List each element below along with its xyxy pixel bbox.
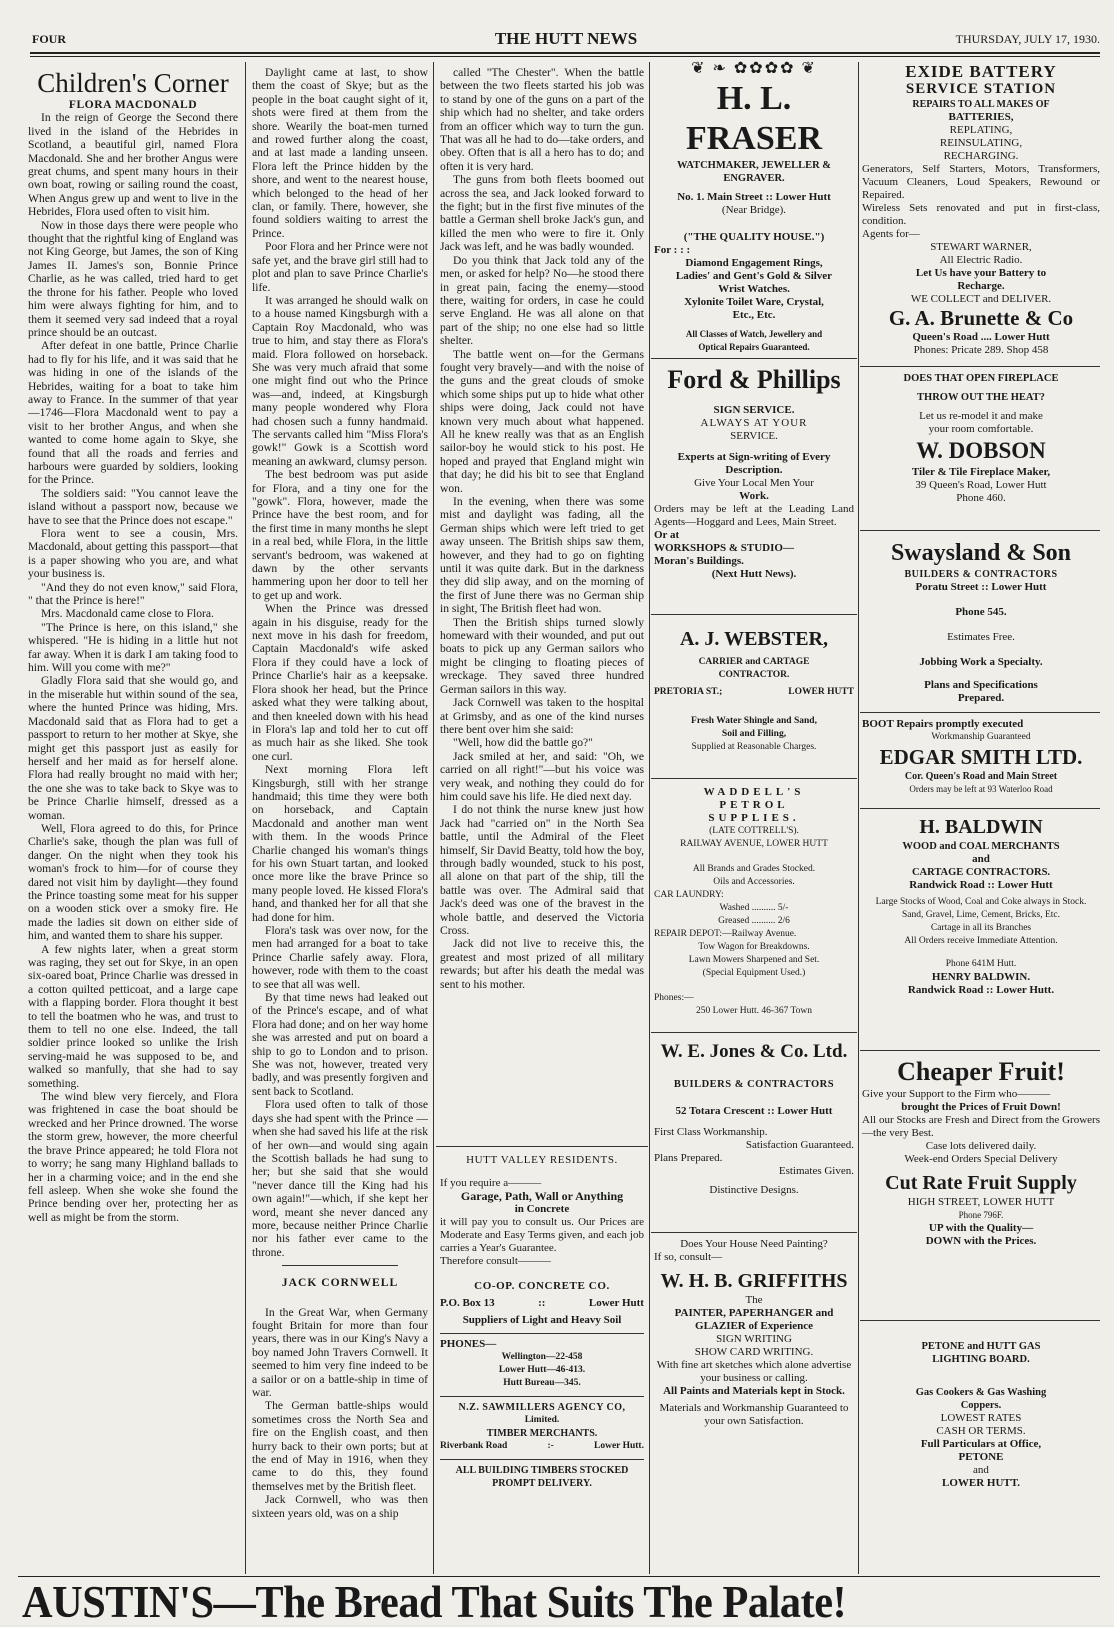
ad-rule: [860, 808, 1100, 809]
ad-text: PRETORIA ST.;: [654, 687, 723, 697]
ad-text: SHOW CARD WRITING.: [694, 1346, 814, 1358]
ad-text: Estimates Given.: [778, 1165, 854, 1177]
ad-text: Etc., Etc.: [732, 309, 776, 321]
ad-text: Let Us have your Battery to: [915, 267, 1047, 279]
article-body: [28, 111, 238, 1224]
paragraph: The guns from both fleets boomed out across the sea, and Jack looked forward to the fight; but in the first five minutes of the battle a German shell broke Jack's gun, and killed the men who were to fire it. Only Jack was left, and he was badly wounded.: [440, 173, 644, 254]
ad-price-line: Washed .......... 5/-: [719, 903, 789, 913]
ad-text: (Next Hutt News).: [711, 568, 797, 580]
ad-company-name: Cut Rate Fruit Supply: [885, 1172, 1077, 1194]
ad-text: Riverbank Road: [440, 1441, 508, 1451]
page-header: [32, 29, 1100, 50]
paragraph: It was arranged he should walk on to a house named Kingsburgh with a Captain Roy Macdonald, who was true to him, and stay there as Flora's maid. Flora followed on horseback. She was very much afraid that some one might find out who the Prince was—and, indeed, at Kingsburgh many people wondered why Flora had chosen such a funny handmaid. The servants called him "Miss Flora's gowk!" Gowk is a Scottish word meaning an awkward, clumsy person.: [252, 293, 428, 468]
ad-address: Randwick Road :: Lower Hutt.: [907, 984, 1055, 996]
ad-text: With fine art sketches which alone advertise your business or calling.: [656, 1359, 852, 1384]
ad-text: WE COLLECT and DELIVER.: [910, 293, 1052, 305]
ad-text: Full Particulars at Office,: [920, 1438, 1042, 1450]
paragraph: Gladly Flora said that she would go, and in the miserable hut within sound of the sea, where the hunted Prince was hiding, Mrs. Macdonald said that as Flora had to get a passport to return to her mother at Skye, she might get this passport just as easily for herself and her maid as for herself alone. Flora had really brought no maid with her; the one she was to take back to Skye was to be Prince Charlie himself, dressed as a woman.: [28, 674, 238, 822]
ad-text: ("THE QUALITY HOUSE."): [683, 231, 825, 243]
ad-text: Workmanship Guaranteed: [931, 732, 1031, 742]
paragraph: In the reign of George the Second there lived in the island of the Hebrides in Scotland, a beautiful girl, named Flora Macdonald. She and her brother Angus were great chums, and spent many hours in their own boat, rowing or sailing round the coast, When Angus grew up and went to live in the Hebrides, Flora used often to visit him.: [28, 111, 238, 219]
ad-text: WORKSHOPS & STUDIO—: [654, 542, 794, 554]
ad-text: Description.: [725, 464, 783, 476]
ad-text: UP with the Quality—: [928, 1222, 1034, 1234]
ornament-icon: ❦ ❧ ✿✿✿✿ ❦: [691, 60, 817, 77]
ad-address: Poratu Street :: Lower Hutt: [915, 581, 1047, 593]
ad-text: Let us re-model it and make: [919, 410, 1043, 422]
ad-text: Recharge.: [957, 280, 1005, 292]
paragraph: The soldiers said: "You cannot leave the island without a passport now, because we have to see that the Prince does not escape.": [28, 486, 238, 527]
ad-text: :-: [547, 1441, 554, 1451]
paragraph: Well, Flora agreed to do this, for Prince Charlie's sake, though the plan was full of danger. On the night when they took his woman's frock to him—for of course they dared not visit him by daylight—they found the Prince toasting some meat for his supper on a wooden stick over a smoky fire. He made the ladies sit down on either side of him, and wanted them to share his supper.: [28, 821, 238, 943]
ad-text: Case lots delivered daily.: [925, 1140, 1037, 1152]
ad-price-line: Greased .......... 2/6: [718, 916, 790, 926]
ad-po-box-row: P.O. Box 13 :: Lower Hutt: [440, 1297, 644, 1309]
ad-company-name: Ford & Phillips: [667, 365, 841, 394]
ad-text: LOWER HUTT: [788, 687, 854, 697]
ad-text: (Special Equipment Used.): [702, 968, 806, 978]
paragraph: Do you think that Jack told any of the men, or asked for help? No—he stood there in great pain, facing the enemy—stood there, waiting for orders, in case he could serve England. He was all alone on that part of the ship; no one else had so little shelter.: [440, 253, 644, 348]
paragraph: I do not think the nurse knew just how Jack had "carried on" in the North Sea battle, until the Admiral of the Fleet himself, Sir David Beatty, told how the boy, through badly wounded, stuck to his post, all alone on that part of the ship, till the battle was over. The Admiral said that Jack's deed was one of the bravest in the whole battle, and deserved the Victoria Cross.: [440, 803, 644, 937]
ad-text: HENRY BALDWIN.: [931, 971, 1031, 983]
ad-cheaper-fruit: [862, 1056, 1100, 1314]
ad-text: All Electric Radio.: [939, 254, 1023, 266]
ad-text: Jobbing Work a Specialty.: [919, 656, 1043, 668]
ad-petone-hutt-gas: [862, 1326, 1100, 1574]
ad-address: Queen's Road .... Lower Hutt: [912, 331, 1050, 343]
paragraph: "Well, how did the battle go?": [453, 736, 593, 750]
ad-company-name: WADDELL'S: [703, 786, 805, 798]
ad-edgar-smith: [862, 718, 1100, 806]
ad-company-name: H. L. FRASER: [685, 80, 823, 157]
column-divider: [433, 62, 434, 1574]
paragraph: The best bedroom was put aside for Flora, and a tiny one for the "gowk". Flora, however, made the Prince have the best room, and for the first time in many months he slept in a real bed, while Flora, in the little servant's bedroom, was wakened at dawn by the other servants hammering upon her door to tell her to get up and work.: [252, 468, 428, 602]
ad-company-name: LIGHTING BOARD.: [932, 1354, 1030, 1365]
ad-text: Optical Repairs Guaranteed.: [698, 342, 810, 352]
ad-text: CASH OR TERMS.: [936, 1425, 1026, 1437]
ad-address-row: [440, 1440, 644, 1453]
ad-company-name: EDGAR SMITH LTD.: [879, 745, 1083, 769]
ad-ford-phillips: [654, 364, 854, 612]
ad-text: Give Your Local Men Your: [694, 477, 814, 489]
ad-text: (Near Bridge).: [721, 204, 787, 216]
ad-text: Agents for—: [862, 228, 920, 240]
ad-company-name: W. E. Jones & Co. Ltd.: [660, 1041, 848, 1062]
ad-text: Suppliers of Light and Heavy Soil: [462, 1314, 622, 1326]
ad-text: CAR LAUNDRY:: [654, 890, 724, 900]
ad-co-op-concrete: [440, 1154, 644, 1574]
ad-rule: [651, 1232, 857, 1233]
article-title: FLORA MACDONALD: [68, 98, 198, 111]
paragraph: Jack Cornwell was taken to the hospital at Grimsby, and as one of the kind nurses there bent over him she said:: [440, 696, 644, 736]
masthead: THE HUTT NEWS: [494, 29, 638, 48]
ad-text: Hutt Bureau—345.: [503, 1378, 581, 1388]
ad-text: Work.: [739, 490, 769, 502]
ad-company-name: CO-OP. CONCRETE CO.: [474, 1280, 610, 1292]
ad-text: WOOD and COAL MERCHANTS: [902, 841, 1060, 852]
ad-text: Plans and Specifications: [924, 679, 1038, 691]
issue-date: THURSDAY, JULY 17, 1930.: [955, 32, 1100, 46]
ad-text: Therefore consult———: [440, 1255, 551, 1267]
ad-text: Phone 641M Hutt.: [945, 959, 1017, 969]
ad-text: Week-end Orders Special Delivery: [904, 1153, 1058, 1165]
ad-address: RAILWAY AVENUE, LOWER HUTT: [680, 839, 828, 849]
ad-address: Cor. Queen's Road and Main Street: [904, 771, 1058, 782]
ad-text: CARTAGE CONTRACTORS.: [911, 867, 1051, 878]
article-title-2: JACK CORNWELL: [281, 1276, 399, 1290]
paragraph: In the evening, when there was some mist and daylight was fading, all the German ships which were left tried to get away unseen. The British ships saw them, however, and they had to go on fighting until it was quite dark. But in the darkness they did slip away, and on the morning of the first of June there was no German ship in sight, The British fleet had won.: [440, 495, 644, 616]
ad-text: Coppers.: [960, 1400, 1002, 1411]
ad-text: and: [973, 1464, 989, 1476]
ad-text: Garage, Path, Wall or Anything: [460, 1189, 624, 1203]
ad-company-name: H. BALDWIN: [919, 816, 1043, 838]
ad-h-baldwin: [862, 814, 1100, 1044]
paragraph: The German battle-ships would sometimes cross the North Sea and fire on the English coast, and then hurry back to their own ports; but at the end of May in 1916, when they came to do this, they found themselves met by the British fleet.: [252, 1399, 428, 1493]
ad-text: Lower Hutt—46-413.: [498, 1365, 586, 1375]
ad-text: Sand, Gravel, Lime, Cement, Bricks, Etc.: [901, 910, 1061, 920]
ad-text: Wellington—22-458: [501, 1352, 583, 1362]
ad-headline: BOOT Repairs promptly executed: [862, 718, 1024, 730]
ad-headline: Does Your House Need Painting?: [680, 1238, 828, 1250]
ad-text: Supplied at Reasonable Charges.: [691, 742, 817, 752]
ad-text: Generators, Self Starters, Motors, Transformers, Vacuum Cleaners, Loud Speakers, Rewound or Repaired.: [862, 163, 1100, 201]
ad-text: Soil and Filling,: [721, 729, 787, 739]
ad-rule: [860, 712, 1100, 713]
article-column-1: [28, 66, 238, 1576]
section-kicker: Children's Corner: [37, 68, 229, 98]
ad-h-l-fraser: [654, 60, 854, 352]
ad-text: 250 Lower Hutt. 46-367 Town: [695, 1006, 813, 1016]
ad-headline: HUTT VALLEY RESIDENTS.: [466, 1154, 618, 1166]
ad-address: HIGH STREET, LOWER HUTT: [907, 1196, 1055, 1208]
ad-text: in Concrete: [514, 1203, 570, 1215]
ad-text: BUILDERS & CONTRACTORS: [673, 1079, 835, 1090]
austins-bread-banner: AUSTIN'S—The Bread That Suits The Palate!: [22, 1576, 847, 1627]
ad-text: All Brands and Grades Stocked.: [692, 864, 816, 874]
header-rule-thin: [30, 56, 1100, 57]
paragraph: When the Prince was dressed again in his disguise, ready for the next move in his dash for freedom, Captain Macdonald's wife asked Flora if they could have a lock of Prince Charlie's hair as a keepsake. Flora shook her head, but the Prince asked what they were talking about, and then kneeled down with his head in Flora's lap and told her to cut off as much hair as she liked. She took one curl.: [252, 602, 428, 763]
header-rule: [30, 52, 1100, 54]
ad-text: Satisfaction Guaranteed.: [745, 1139, 854, 1151]
ad-text: Cartage in all its Branches: [930, 923, 1032, 933]
ad-text: ALWAYS AT YOUR: [700, 417, 808, 429]
column-divider: [245, 62, 246, 1574]
ad-address: No. 1. Main Street :: Lower Hutt: [677, 191, 831, 203]
column-divider: [649, 62, 650, 1574]
paragraph: Then the British ships turned slowly homeward with their wounded, and put out boats to pick up any German sailors who might be clinging to floating pieces of wreckage. They saved three hundred German sailors in this way.: [440, 615, 644, 696]
ad-company-name: SERVICE STATION: [905, 81, 1057, 97]
ad-text: Phone 545.: [955, 606, 1007, 618]
ad-text: PHONES—: [440, 1338, 497, 1350]
ad-rule: [651, 614, 857, 615]
ad-company-name: W. DOBSON: [916, 438, 1046, 463]
ad-text: Xylonite Toilet Ware, Crystal,: [684, 296, 824, 308]
ad-text: SIGN SERVICE.: [713, 404, 795, 416]
paragraph: Jack smiled at her, and said: "Oh, we carried on all right!"—but his voice was very weak, and nothing they could do for him could save his life. He died next day.: [440, 749, 644, 803]
ad-company-name: A. J. WEBSTER,: [679, 628, 828, 650]
ad-text: Large Stocks of Wood, Coal and Coke always in Stock.: [875, 897, 1087, 907]
ad-a-j-webster: [654, 622, 854, 772]
ad-text: CONTRACTOR.: [718, 670, 790, 680]
ad-company-name: W. H. B. GRIFFITHS: [660, 1270, 848, 1292]
ad-w-h-b-griffiths: [654, 1238, 854, 1574]
ad-text: Diamond Engagement Rings,: [685, 257, 823, 269]
ad-rule: [860, 1050, 1100, 1051]
ad-text: your room comfortable.: [928, 423, 1034, 435]
paragraph: Daylight came at last, to show them the coast of Skye; but as the people in the boat caught sight of it, shots were fired at them from the shore. Wearily the boat-men turned and rowed further along the coast, and at last made a landing unseen. Flora left the Prince hidden by the shore, and went to the nearest house, which belonged to the head of her clan, or family. There, however, she found soldiers waiting to arrest the Prince.: [252, 66, 428, 240]
ad-w-e-jones: [654, 1040, 854, 1226]
ad-text: TIMBER MERCHANTS.: [486, 1428, 598, 1439]
paragraph: Flora went to see a cousin, Mrs. Macdonald, about getting this passport—that is a paper showing who you are, and what your business is.: [28, 527, 238, 581]
paragraph: Poor Flora and her Prince were not safe yet, and the brave girl still had to plot and plan to save Prince Charlie's life.: [252, 240, 428, 294]
ad-text: All Paints and Materials kept in Stock.: [663, 1385, 845, 1397]
ad-text: Prepared.: [957, 692, 1005, 704]
ad-company-name: EXIDE BATTERY: [905, 62, 1057, 81]
ad-text: PETONE: [958, 1451, 1004, 1463]
ad-text: and: [972, 853, 990, 865]
ad-swaysland-son: [862, 538, 1100, 706]
ad-text: DOWN with the Prices.: [925, 1235, 1037, 1247]
ad-text: All our Stocks are Fresh and Direct from the Growers—the very Best.: [862, 1114, 1100, 1139]
ad-company-name: G. A. Brunette & Co: [888, 306, 1074, 330]
article-column-3: [440, 66, 644, 1129]
ad-text: Orders may be left at 93 Waterloo Road: [909, 784, 1053, 794]
ad-text: All Classes of Watch, Jewellery and: [685, 329, 823, 339]
paragraph: Jack Cornwell, who was then sixteen years old, was on a ship: [252, 1493, 428, 1520]
paragraph: Flora used often to talk of those days she had spent with the Prince —when she had saved his life at the risk of her own—and would sing again the Scottish ballads he had sung to her; but she said that she would "never dance till the King had his own again!"—which, if she kept her word, meant she never danced any more, because neither Prince Charlie nor his father ever came to the throne.: [252, 1098, 428, 1259]
ad-text: Lawn Mowers Sharpened and Set.: [688, 955, 820, 965]
paragraph: Now in those days there were people who thought that the rightful king of England was not King George, but James, the son of King James II. James's son, Bonnie Prince Charlie, as he was called, tried hard to get the throne for his father. People who loved him were always fighting for him, and to them it seemed very sad indeed that a royal prince should be an outcast.: [28, 218, 238, 339]
ad-text: Tow Wagon for Breakdowns.: [698, 942, 810, 952]
ad-text: Phones: Pricate 289. Shop 458: [913, 344, 1049, 356]
ad-text: Wrist Watches.: [718, 283, 790, 295]
page-number: FOUR: [32, 32, 66, 46]
paragraph: In the Great War, when Germany fought Britain for more than four years, there was in our King's Navy a boy named John Travers Cornwell. It seemed to him very fine indeed to be a sailor or on a battle-ship in time of war.: [252, 1305, 428, 1399]
paragraph: After defeat in one battle, Prince Charlie had to fly for his life, and it was said that he was hiding in one of the islands of the Hebrides, waiting for a boat to take him away to France. In the summer of that year—1746—Flora Macdonald went to pay a visit to her brother Angus, and when she wanted to come home again to Skye, she found that all the roads and ferries and harbours were guarded by soldiers, looking for the Prince.: [28, 339, 238, 487]
ad-address-row: [654, 686, 854, 699]
ad-text: All Orders receive Immediate Attention.: [904, 936, 1058, 946]
ad-text: Estimates Free.: [947, 631, 1015, 643]
ad-rule: [860, 366, 1100, 367]
ad-text: Limited.: [524, 1415, 560, 1425]
ad-text: Experts at Sign-writing of Every: [677, 451, 831, 463]
ad-rule: [651, 358, 857, 359]
ad-text: PROMPT DELIVERY.: [492, 1478, 592, 1489]
ad-text: Ladies' and Gent's Gold & Silver: [675, 270, 833, 282]
paragraph: Mrs. Macdonald came close to Flora.: [41, 607, 214, 621]
ad-text: Plans Prepared.: [654, 1152, 723, 1164]
ad-text: Or at: [654, 529, 680, 541]
ad-text: ENGRAVER.: [723, 173, 785, 184]
ad-address: 39 Queen's Road, Lower Hutt: [915, 479, 1047, 491]
ad-text: BUILDERS & CONTRACTORS: [904, 569, 1058, 580]
paragraph: By that time news had leaked out of the Prince's escape, and of what Flora had done; and on her way home she was arrested and put on board a ship to go to London and to prison. She was not, however, treated very badly, and was presently forgiven and sent back to Scotland.: [252, 991, 428, 1098]
ad-text: CARRIER and CARTAGE: [698, 657, 810, 667]
ad-text: WATCHMAKER, JEWELLER &: [676, 160, 832, 171]
ad-text: REPAIR DEPOT:—Railway Avenue.: [654, 929, 797, 939]
ad-address: 52 Totara Crescent :: Lower Hutt: [675, 1105, 833, 1117]
ad-text: Tiler & Tile Fireplace Maker,: [911, 466, 1051, 478]
ad-text: LOWEST RATES: [940, 1412, 1022, 1424]
ad-waddells-petrol: [654, 786, 854, 1026]
ad-address: Randwick Road :: Lower Hutt: [909, 879, 1053, 891]
ad-text: REPLATING,: [949, 124, 1013, 136]
ad-text: RECHARGING.: [943, 150, 1019, 162]
ad-text: Gas Cookers & Gas Washing: [915, 1387, 1047, 1398]
ad-text: Fresh Water Shingle and Sand,: [691, 716, 817, 726]
ad-text: SERVICE.: [730, 430, 778, 442]
ad-text: Phone 796F.: [958, 1210, 1004, 1220]
ad-text: Materials and Workmanship Guaranteed to your own Satisfaction.: [659, 1402, 849, 1427]
ad-text: (LATE COTTRELL'S).: [709, 826, 799, 836]
paragraph: "And they do not even know," said Flora, " that the Prince is here!": [28, 580, 238, 608]
ad-text: Oils and Accessories.: [713, 877, 795, 887]
ad-text: REPAIRS TO ALL MAKES OF: [912, 99, 1050, 110]
ad-text: If you require a———: [440, 1177, 542, 1189]
ad-text: For : : :: [654, 244, 691, 256]
paragraph: The battle went on—for the Germans fought very bravely—and with the noise of the guns and the great clouds of smoke which some ships put up to hide what other ships were doing, Jack could not have known very much about what happened. All he knew really was that as an English sailor-boy he would stick to his post. He hoped and prayed that England might win that day; he did his bit to see that England won.: [440, 347, 644, 495]
ad-text: Phones:—: [654, 993, 694, 1003]
paragraph: The wind blew very fiercely, and Flora was frightened in case the boat should be wrecked and her Prince drowned. The worse the storm grew, however, the more cheerful the brave Prince appeared; he told Flora not to worry; he sang many Highland ballads to her in a charming voice; and in the end she fell asleep. When she woke she found the Prince bending over her, protecting her as well as might be from the storm.: [28, 1090, 238, 1224]
ad-text: Phone 460.: [956, 492, 1006, 504]
ad-rule: [651, 778, 857, 779]
ad-text: REINSULATING,: [939, 137, 1023, 149]
ad-text: ALL BUILDING TIMBERS STOCKED: [455, 1465, 629, 1476]
ad-text: BATTERIES,: [948, 111, 1014, 123]
ad-text: P.O. Box 13: [440, 1297, 495, 1309]
article-column-2: [252, 66, 428, 1576]
ad-exide-battery: [862, 62, 1100, 354]
ad-text: First Class Workmanship.: [654, 1126, 768, 1138]
ad-text: LOWER HUTT.: [941, 1477, 1021, 1489]
ad-text: PAINTER, PAPERHANGER and GLAZIER of Experience: [674, 1307, 834, 1332]
paragraph: A few nights later, when a great storm was raging, they set out for Skye, in an open six-oared boat, Prince Charlie was dressed in a cotton quilted petticoat, and a large cape with a flapping border. Flora thought it best to tell the boatmen who he was, and trust to them to tell no one else. Indeed, the tall soldier prince looked so unlike the Irish serving-maid he was supposed to be, and walked so manfully, that she had to say something.: [28, 942, 238, 1090]
ad-text: Give your Support to the Firm who———: [862, 1088, 1051, 1100]
ad-company-name: Swaysland & Son: [890, 540, 1072, 566]
paragraph: called "The Chester". When the battle between the two fleets started his job was to stand by one of the guns on a part of the ship which had no shelter, and take orders from an officer which way to turn the gun. That was all he had to do—take orders, and obey. Often that is all a hero has to do; and often it is very hard.: [440, 66, 644, 173]
column-divider: [858, 62, 859, 1574]
paragraph: Next morning Flora left Kingsburgh, still with her strange handmaid; this time they were both on horseback, and Captain Macdonald and another man went with them. In the woods Prince Charlie changed his woman's things for his own Stuart tartan, and looked once more like the brave Prince so many people loved. He kissed Flora's hand, and thanked her for all that she had done for him.: [252, 763, 428, 924]
paragraph: "The Prince is here, on this island," she whispered. "He is hiding in a little hut not far away. When it is dark I am taking food to him. Will you come with me?": [28, 620, 238, 675]
ad-text: The: [745, 1294, 763, 1306]
ad-rule: [860, 530, 1100, 531]
ad-text: Lower Hutt.: [594, 1441, 644, 1451]
ad-text: If so, consult—: [654, 1251, 723, 1263]
ad-w-dobson: [862, 372, 1100, 524]
ad-text: Moran's Buildings.: [654, 555, 744, 567]
ad-text: Lower Hutt: [588, 1297, 644, 1309]
ad-text: brought the Prices of Fruit Down!: [901, 1101, 1061, 1113]
ad-rule: [860, 1320, 1100, 1321]
ad-headline: THROW OUT THE HEAT?: [917, 392, 1045, 403]
ad-company-name: Cheaper Fruit!: [897, 1057, 1065, 1086]
ad-company-name: SUPPLIES.: [708, 812, 800, 824]
story-separator: [282, 1265, 398, 1266]
ad-company-name: PETONE and HUTT GAS: [921, 1341, 1041, 1352]
ad-text: Wireless Sets renovated and put in first-class, condition.: [862, 202, 1100, 227]
paragraph: Flora's task was over now, for the men had arranged for a boat to take Prince Charlie safely away. Flora, however, rode with them to the coast to see that all was well.: [252, 924, 428, 991]
ad-company-name: PETROL: [719, 799, 789, 811]
ad-text: it will pay you to consult us. Our Prices are Moderate and Easy Terms given, and each job carries a Year's Guarantee.: [440, 1216, 644, 1254]
ad-text: STEWART WARNER,: [930, 241, 1032, 253]
ad-rule: [651, 1032, 857, 1033]
ad-rule: [436, 1146, 648, 1147]
ad-headline: DOES THAT OPEN FIREPLACE: [903, 373, 1059, 384]
ad-text: Orders may be left at the Leading Land Agents—Hoggard and Lees, Main Street.: [654, 503, 854, 528]
paragraph: Jack did not live to receive this, the greatest and most prized of all military rewards; but after his death the medal was sent to his mother.: [440, 937, 644, 991]
ad-text: Distinctive Designs.: [709, 1184, 799, 1196]
ad-company-name: N.Z. SAWMILLERS AGENCY CO,: [458, 1402, 626, 1413]
ad-text: SIGN WRITING: [716, 1333, 792, 1345]
